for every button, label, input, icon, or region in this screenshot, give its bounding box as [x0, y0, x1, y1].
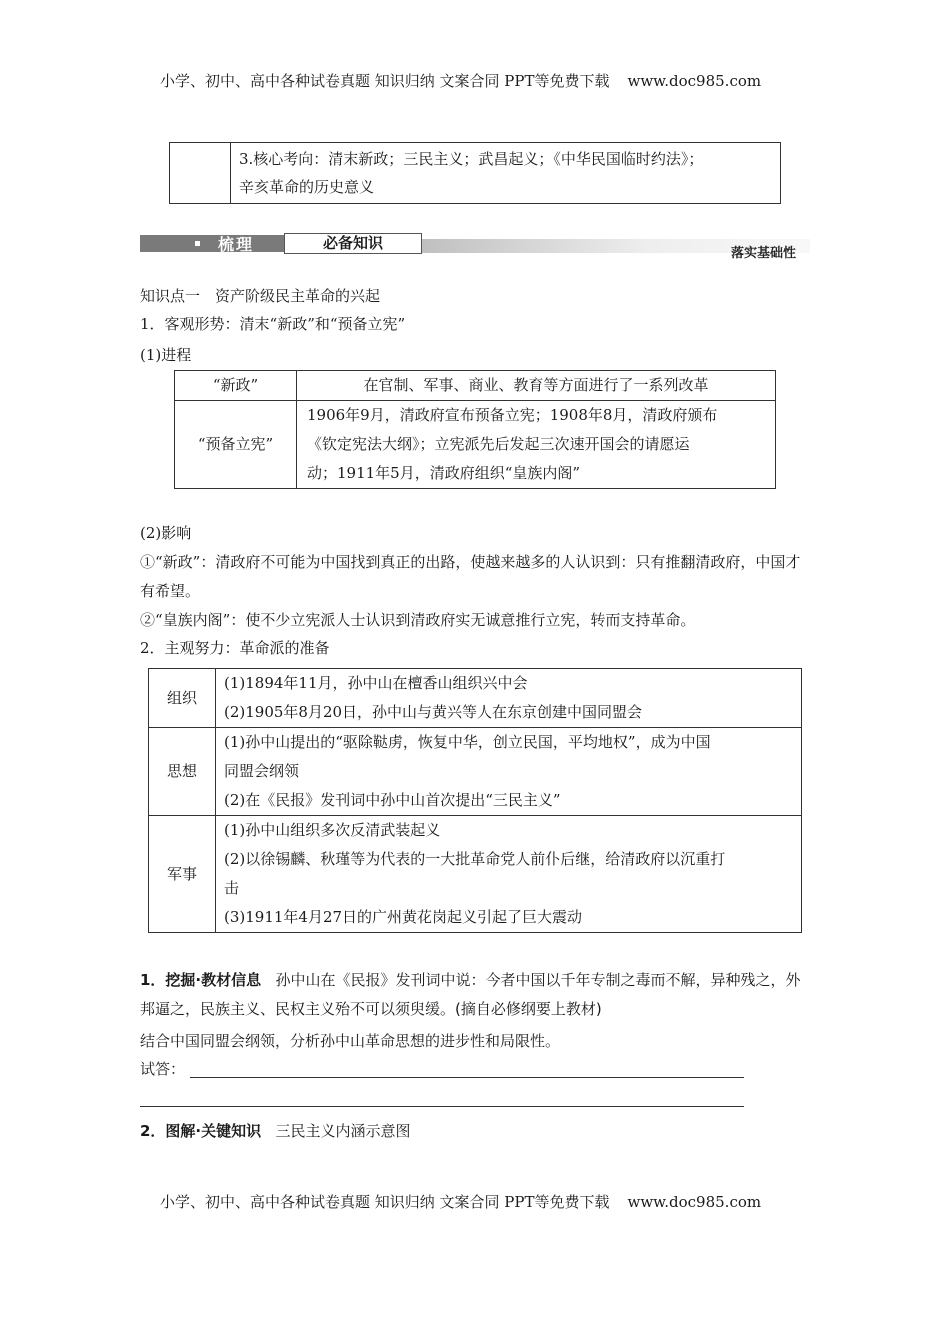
banner-box: 必备知识 [284, 233, 422, 254]
square-bullet-icon [195, 241, 200, 246]
section-banner [140, 231, 810, 261]
exercise-1-question: 结合中国同盟会纲领，分析孙中山革命思想的进步性和局限性。 [140, 1032, 561, 1050]
row-line: 《钦定宪法大纲》；立宪派先后发起三次速开国会的请愿运 [307, 435, 690, 453]
row-line: 击 [224, 879, 240, 897]
answer-label: 试答： [140, 1060, 186, 1078]
exercise-2 [140, 1120, 410, 1141]
core-direction-table [169, 142, 781, 204]
row-line: 动；1911年5月，清政府组织“皇族内阁” [307, 464, 581, 482]
row-line: 同盟会纲领 [224, 762, 300, 780]
table-row [149, 816, 802, 933]
progress-table [174, 370, 776, 489]
table-row [149, 669, 802, 728]
revolution-prep-table [148, 668, 802, 933]
answer-line-2[interactable] [140, 1106, 744, 1107]
exercise-1-quote: 孙中山在《民报》发刊词中说：今者中国以千年专制之毒而不解，异种残之，外邦逼之，民族主义、民权主义殆不可以须臾缓。(摘自必修纲要上教材) [140, 971, 801, 1018]
row-value [297, 401, 776, 489]
core-direction-line1: 3.核心考向：清末新政；三民主义；武昌起义；《中华民国临时约法》； [239, 150, 704, 168]
impact-label: (2)影响 [140, 524, 192, 542]
row-label: “新政” [175, 371, 297, 401]
exercise-2-title: 三民主义内涵示意图 [275, 1122, 411, 1140]
answer-line-1[interactable] [190, 1077, 744, 1078]
row-label: “预备立宪” [175, 401, 297, 489]
row-line: (2)在《民报》发刊词中孙中山首次提出“三民主义” [224, 791, 561, 809]
exercise-2-label: 2．图解·关键知识 [140, 1122, 262, 1140]
row-line: (2)以徐锡麟、秋瑾等为代表的一大批革命党人前仆后继，给清政府以沉重打 [224, 850, 726, 868]
row-value [216, 816, 802, 933]
row-line: 1906年9月，清政府宣布预备立宪；1908年8月，清政府颁布 [307, 406, 718, 424]
progress-label: (1)进程 [140, 346, 192, 364]
banner-right: 落实基础性 [730, 246, 796, 261]
core-direction-cell [231, 143, 781, 204]
header-url[interactable]: www.doc985.com [627, 72, 762, 90]
table-row [175, 401, 776, 489]
footer-url[interactable]: www.doc985.com [627, 1193, 762, 1211]
header-text: 小学、初中、高中各种试卷真题 知识归纳 文案合同 PPT等免费下载 [160, 72, 610, 90]
row-line: (2)1905年8月20日，孙中山与黄兴等人在东京创建中国同盟会 [224, 703, 643, 721]
row-line: 在官制、军事、商业、教育等方面进行了一系列改革 [363, 376, 709, 394]
exercise-1 [140, 966, 812, 1024]
page-header [160, 70, 761, 91]
exercise-1-label: 1．挖掘·教材信息 [140, 971, 262, 989]
row-line: (1)孙中山组织多次反清武装起义 [224, 821, 441, 839]
impact-1: ①“新政”：清政府不可能为中国找到真正的出路，使越来越多的人认识到：只有推翻清政府，中国才有希望。 [140, 553, 801, 600]
impact-2: ②“皇族内阁”：使不少立宪派人士认识到清政府实无诚意推行立宪，转而支持革命。 [140, 611, 696, 629]
sub-heading-1: 1．客观形势：清末“新政”和“预备立宪” [140, 315, 406, 333]
footer-text: 小学、初中、高中各种试卷真题 知识归纳 文案合同 PPT等免费下载 [160, 1193, 610, 1211]
empty-cell [170, 143, 231, 204]
knowledge-heading: 知识点一 资产阶级民主革命的兴起 [140, 287, 381, 305]
row-line: (3)1911年4月27日的广州黄花岗起义引起了巨大震动 [224, 908, 583, 926]
page-footer [160, 1191, 761, 1212]
row-label: 组织 [149, 669, 216, 728]
core-direction-line2: 辛亥革命的历史意义 [239, 178, 375, 196]
row-label: 思想 [149, 728, 216, 816]
table-row [149, 728, 802, 816]
row-line: (1)1894年11月，孙中山在檀香山组织兴中会 [224, 674, 528, 692]
row-line: (1)孙中山提出的“驱除鞑虏，恢复中华，创立民国，平均地权”，成为中国 [224, 733, 711, 751]
row-label: 军事 [149, 816, 216, 933]
row-value [297, 371, 776, 401]
row-value [216, 728, 802, 816]
row-value [216, 669, 802, 728]
sub-heading-2: 2．主观努力：革命派的准备 [140, 639, 330, 657]
table-row [175, 371, 776, 401]
banner-title: 梳理 [218, 235, 255, 254]
